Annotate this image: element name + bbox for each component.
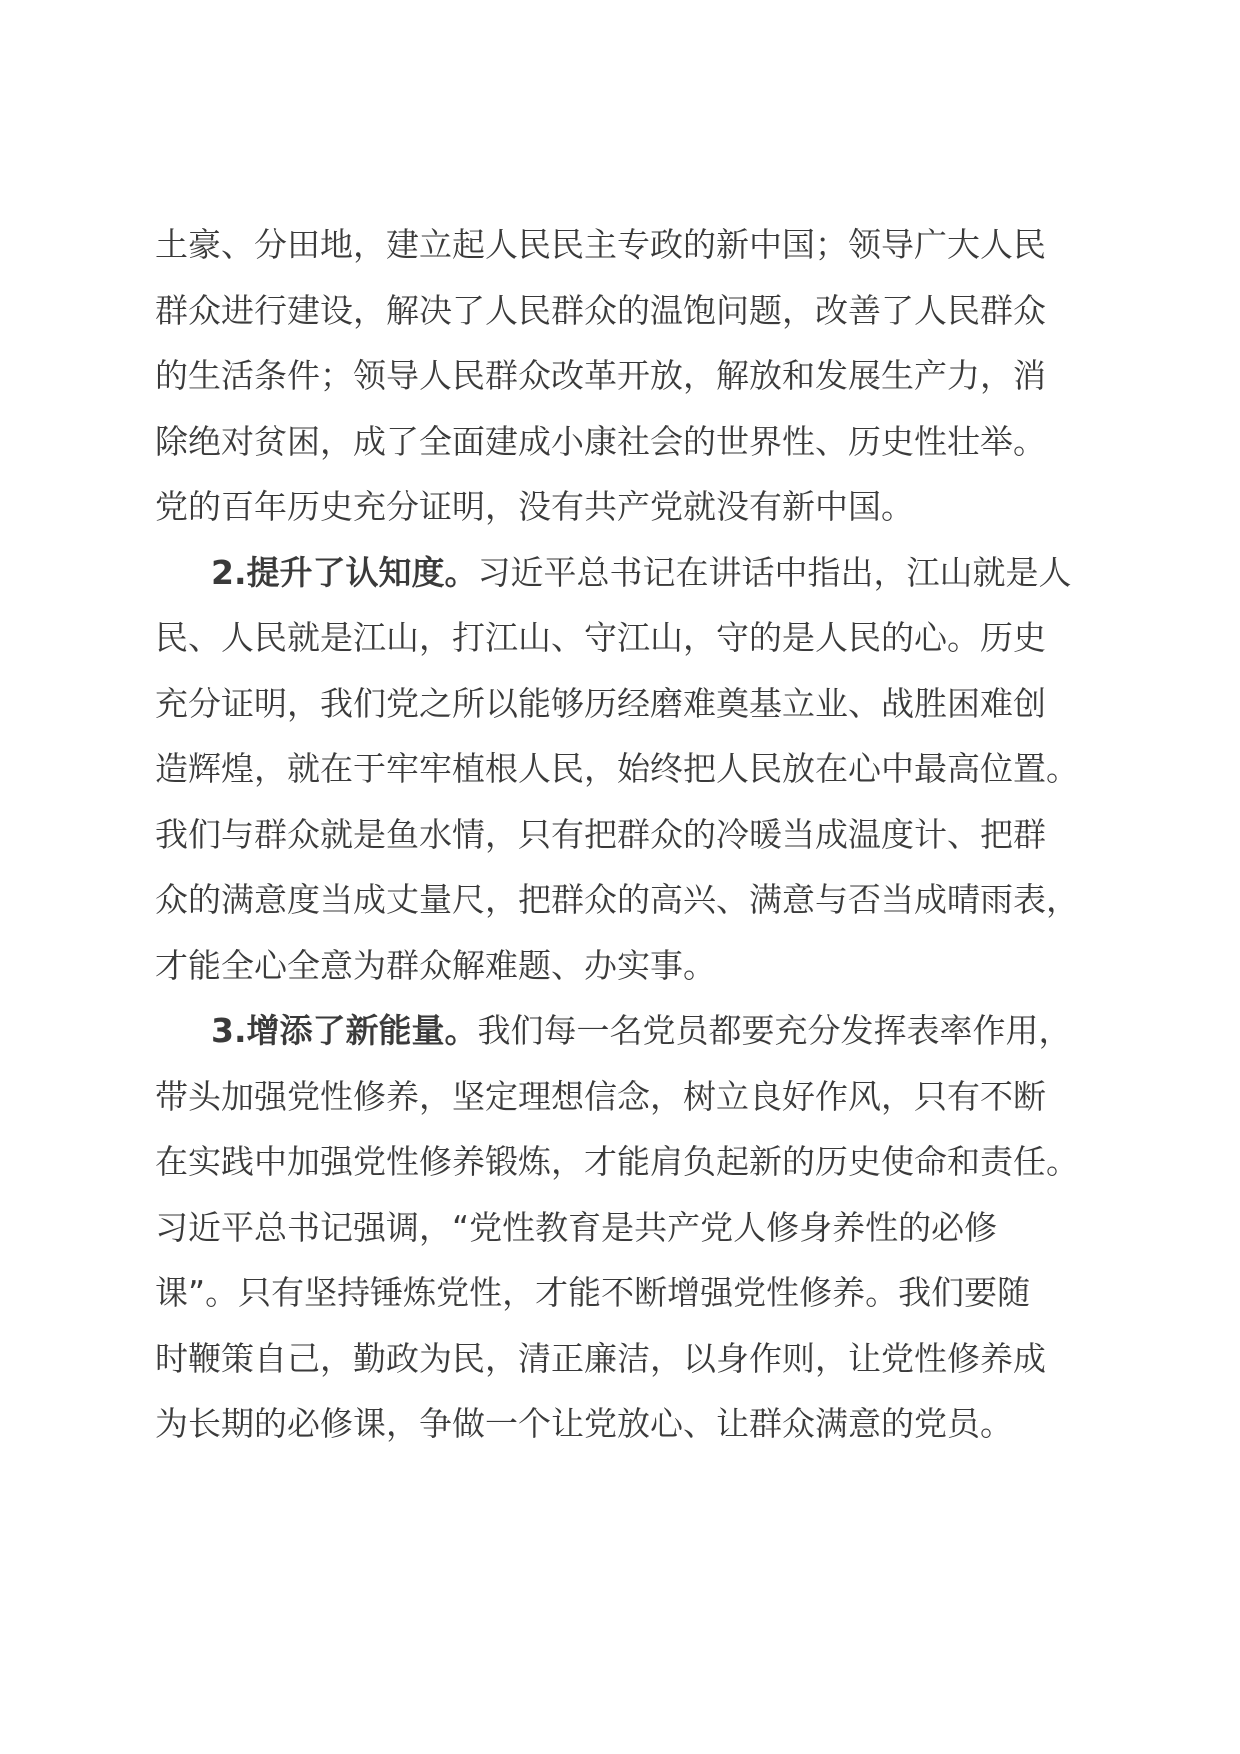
- paragraph-line: 土豪、分田地，建立起人民民主专政的新中国；领导广大人民: [155, 225, 1046, 264]
- document-body: [155, 212, 1095, 1457]
- paragraph-line: 众的满意度当成丈量尺，把群众的高兴、满意与否当成晴雨表，: [155, 880, 1079, 919]
- paragraph-3: [155, 998, 1095, 1457]
- paragraph-line: 民、人民就是江山，打江山、守江山，守的是人民的心。历史: [155, 618, 1046, 657]
- paragraph-line: 除绝对贫困，成了全面建成小康社会的世界性、历史性壮举。: [155, 421, 1046, 461]
- paragraph-line: 才能全心全意为群众解难题、办实事。: [155, 945, 716, 985]
- paragraph-line: 在实践中加强党性修养锻炼，才能肩负起新的历史使命和责任。: [155, 1142, 1079, 1181]
- paragraph-line: 习近平总书记强调，“党性教育是共产党人修身养性的必修: [155, 1207, 998, 1247]
- paragraph-first-line: [155, 540, 1095, 606]
- paragraph-line: 课”。只有坚持锤炼党性，才能不断增强党性修养。我们要随: [155, 1273, 1031, 1312]
- section-heading-2: 2.提升了认知度。: [211, 552, 478, 592]
- paragraph-line: 为长期的必修课，争做一个让党放心、让群众满意的党员。: [155, 1404, 1013, 1443]
- paragraph-first-line: [155, 998, 1095, 1064]
- paragraph-line: 党的百年历史充分证明，没有共产党就没有新中国。: [155, 487, 914, 526]
- paragraph-line: 充分证明，我们党之所以能够历经磨难奠基立业、战胜困难创: [155, 683, 1046, 723]
- paragraph-line: 的生活条件；领导人民群众改革开放，解放和发展生产力，消: [155, 356, 1046, 395]
- paragraph-line-text: 习近平总书记在讲话中指出，江山就是人: [477, 552, 1072, 592]
- paragraph-line: 造辉煌，就在于牢牢植根人民，始终把人民放在心中最高位置。: [155, 749, 1079, 788]
- paragraph-line: 时鞭策自己，勤政为民，清正廉洁，以身作则，让党性修养成: [155, 1338, 1046, 1378]
- paragraph-line-text: 我们每一名党员都要充分发挥表率作用，: [477, 1011, 1072, 1050]
- paragraph-line: 带头加强党性修养，坚定理想信念，树立良好作风，只有不断: [155, 1076, 1046, 1116]
- paragraph-line: 群众进行建设，解决了人民群众的温饱问题，改善了人民群众: [155, 290, 1046, 330]
- paragraph-1: [155, 212, 1095, 540]
- paragraph-2: [155, 540, 1095, 999]
- paragraph-line: 我们与群众就是鱼水情，只有把群众的冷暖当成温度计、把群: [155, 814, 1046, 854]
- section-heading-3: 3.增添了新能量。: [211, 1011, 478, 1050]
